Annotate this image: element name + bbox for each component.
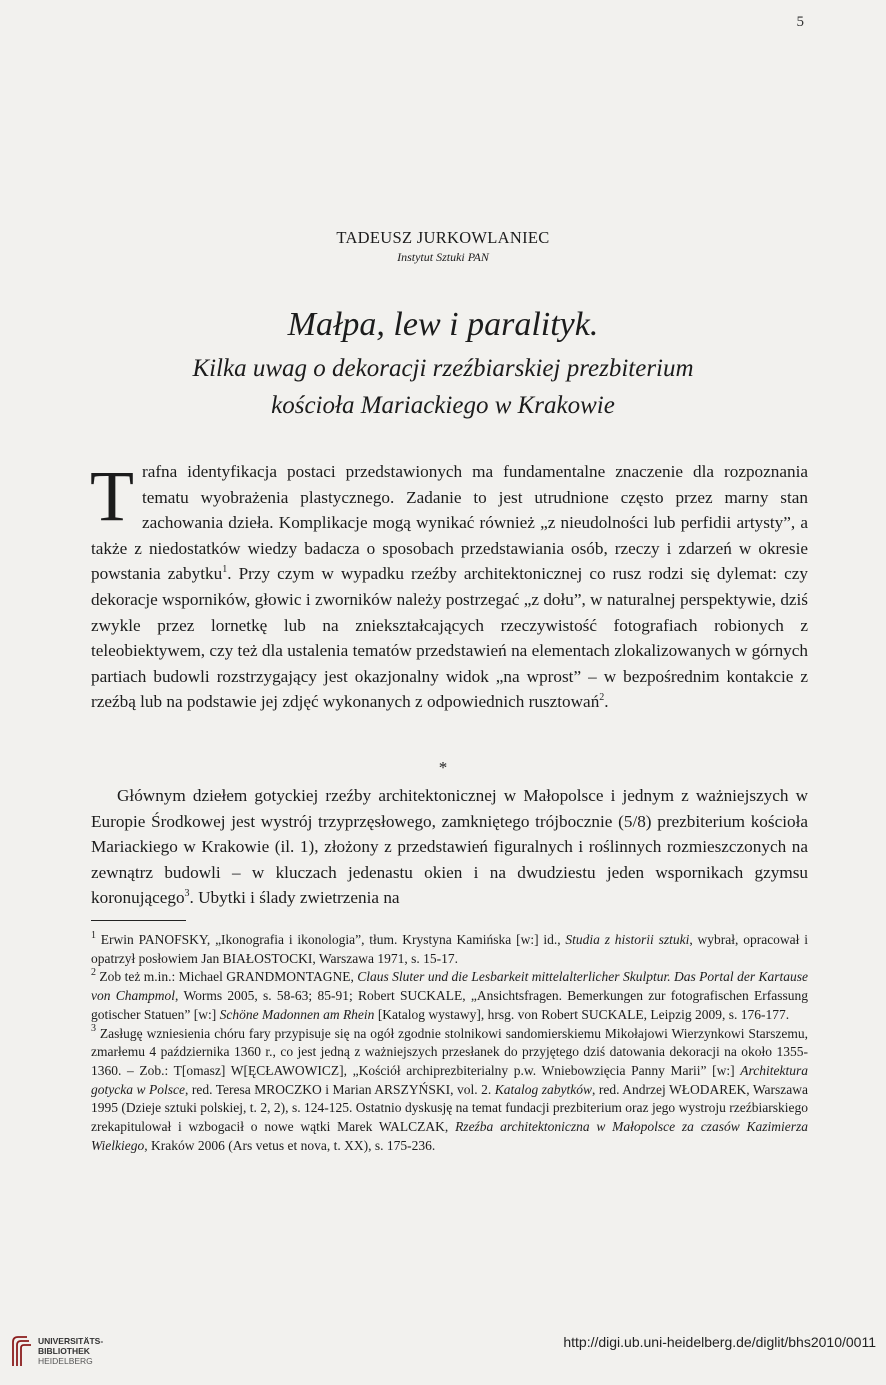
article-subtitle-line2: kościoła Mariackiego w Krakowie	[271, 392, 615, 419]
footnote-divider	[91, 920, 186, 921]
paragraph-intro-text-a: rafna identyfikacja postaci przedstawionych ma fundamentalne znaczenie dla rozpoznania tematu wyobrażenia plastycznego. Zadanie to jest utrudnione często przez marny stan zachowania dzieła. Komplikacje mogą wynikać również „z nieudolności lub perfidii artysty”, a także z niedostatków wiedzy badacza o sposobach przedstawiania osób, rzeczy i zdarzeń w okresie powstania zabytku	[91, 462, 808, 584]
footnote-text: Zasługę wzniesienia chóru fary przypisuje się na ogół zgodnie stolnikowi sandomierskiemu Mikołajowi Wierzynkowi Starszemu, zmarłemu 4 października 1360 r., co jest jedną z ważniejszych przesłanek do przyjętego dziś datowania dekoracji na około 1355-1360. – Zob.: T[omasz] W[ĘCŁAWOWICZ], „Kościół archiprezbiterialny p.w. Wniebowzięcia Panny Marii” [w:]	[91, 1025, 808, 1078]
source-url-link[interactable]: http://digi.ub.uni-heidelberg.de/diglit/bhs2010/0011	[563, 1334, 876, 1350]
footnote-italic: Rzeźba architektoniczna w Małopolsce za czasów Kazimierza Wielkiego	[91, 1119, 808, 1153]
footnote-text: , red. Teresa MROCZKO i Marian ARSZYŃSKI, vol. 2.	[184, 1081, 495, 1097]
article-title: Małpa, lew i paralityk.	[287, 306, 599, 343]
section-separator: *	[438, 758, 448, 777]
footnote-italic: Schöne Madonnen am Rhein	[219, 1006, 375, 1022]
author-affiliation: Instytut Sztuki PAN	[397, 250, 489, 264]
footnote-ref-3[interactable]: 3	[184, 887, 190, 899]
paragraph-main-text-a: Głównym dziełem gotyckiej rzeźby architektonicznej w Małopolsce i jednym z ważniejszych w Europie Środkowej jest wystrój trzyprzęsłowego, zamkniętego trójbocznie (5/8) prezbiterium kościoła Mariackiego w Krakowie (il. 1), złożony z przedstawień figuralnych i roślinnych rozmieszczonych na zewnątrz budowli – w kluczach jedenastu okien i na dwudziestu jeden wspornikach gzymsu koronującego	[91, 786, 808, 908]
paragraph-main-text-b: . Ubytki i ślady zwietrzenia na	[189, 888, 400, 908]
footnote-text: , red. Andrzej WŁODAREK, Warszawa 1995 (Dzieje sztuki polskiej, t. 2, 2), s. 124-125. Ostatnio dyskusję na temat fundacji prezbiterium oraz jego wystroju rzeźbiarskiego zrekapitulował i wzbogacił o nowe wątki Marek WALCZAK,	[91, 1081, 808, 1135]
paragraph-intro-text-c: .	[604, 692, 609, 712]
author-name: TADEUSZ JURKOWLANIEC	[336, 228, 550, 247]
library-name-line3: HEIDELBERG	[38, 1356, 93, 1366]
article-subtitle-line1: Kilka uwag o dekoracji rzeźbiarskiej prezbiterium	[192, 355, 694, 382]
digitization-footer	[0, 1322, 886, 1385]
library-name-line2: BIBLIOTHEK	[38, 1346, 90, 1356]
footnote-number: 1	[91, 929, 96, 941]
footnote-text: , Kraków 2006 (Ars vetus et nova, t. XX), s. 175-236.	[144, 1137, 436, 1153]
footnote-italic: Architektura gotycka w Polsce	[91, 1062, 808, 1097]
footnote-italic: Studia z historii sztuki	[565, 932, 690, 947]
footnote-number: 3	[91, 1023, 96, 1035]
footnote-ref-2[interactable]: 2	[599, 691, 605, 703]
footnote-2	[91, 968, 808, 1024]
footnote-1	[91, 931, 808, 968]
library-logo-icon	[10, 1334, 32, 1368]
page-number: 5	[796, 14, 804, 30]
drop-cap: T	[90, 456, 134, 536]
footnote-text: , wybrał, opracował i opatrzył posłowiem Jan BIAŁOSTOCKI, Warszawa 1971, s. 15-17.	[91, 932, 808, 966]
library-name	[38, 1336, 103, 1366]
footnote-3	[91, 1025, 808, 1156]
footnote-italic: Claus Sluter und die Lesbarkeit mittelalterlicher Skulptur. Das Portal der Kartause von Champmol	[91, 969, 808, 1004]
footnotes	[91, 931, 808, 1155]
library-name-line1: UNIVERSITÄTS-	[38, 1336, 104, 1346]
paragraph-intro-text-b: . Przy czym w wypadku rzeźby architektonicznej co rusz rodzi się dylemat: czy dekoracje wsporników, głowic i zworników należy postrzegać „z dołu”, w naturalnej perspektywie, dziś zwykle przez lornetkę lub na zniekształcających rzeczywistość fotografiach robionych z teleobiektywem, czy też dla ustalenia tematów przedstawień na elementach zlokalizowanych w górnych partiach budowli rozstrzygający jest okazjonalny widok „na wprost” – w bezpośrednim kontakcie z rzeźbą lub na podstawie jej zdjęć wykonanych z odpowiednich rusztowań	[91, 564, 808, 712]
footnote-italic: Katalog zabytków	[494, 1081, 592, 1097]
paragraph-intro	[90, 456, 808, 715]
footnote-number: 2	[91, 966, 96, 978]
footnote-text: , Worms 2005, s. 58-63; 85-91; Robert SUCKALE, „Ansichtsfragen. Bemerkungen zur fotografischen Erfassung gotischer Statuen” [w:]	[91, 988, 809, 1022]
footnote-ref-1[interactable]: 1	[222, 563, 228, 575]
footnote-text: [Katalog wystawy], hrsg. von Robert SUCKALE, Leipzig 2009, s. 176-177.	[374, 1006, 790, 1022]
footnote-text: Erwin PANOFSKY, „Ikonografia i ikonologia”, tłum. Krystyna Kamińska [w:] id.,	[96, 932, 566, 947]
footnote-text: Zob też m.in.: Michael GRANDMONTAGNE,	[96, 969, 358, 985]
paragraph-main	[91, 783, 808, 911]
